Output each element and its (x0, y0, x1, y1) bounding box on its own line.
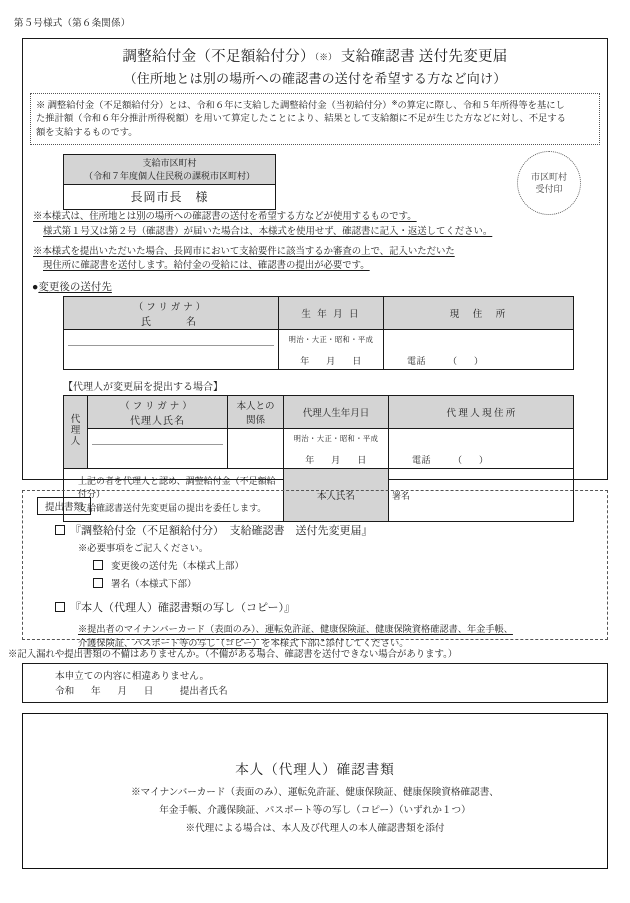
agent-input-name-cell[interactable] (88, 428, 228, 468)
document-item-1-sub-1[interactable] (93, 558, 599, 572)
document-item-2-note-line-2: 介護保険証、パスポート等の写し（コピー） (78, 638, 262, 649)
header-name-cell (64, 296, 279, 329)
month-label: 月 (326, 355, 336, 366)
bullet-icon: ● (32, 281, 39, 293)
agent-era-options: 明治・大正・昭和・平成 (293, 433, 379, 443)
agent-input-birthdate-cell[interactable] (284, 428, 389, 468)
agent-input-row (64, 428, 574, 468)
submission-documents-tag: 提出書類 (37, 497, 91, 515)
era-options: 明治・大正・昭和・平成 (288, 334, 374, 344)
document-item-1-sub-2-label: 署名（本様式下部） (111, 580, 197, 590)
agent-consent-line-1: 上記の者を代理人と認め、調整給付金（不足額給付分） (78, 475, 276, 500)
declaration-month: 月 (117, 686, 127, 698)
destination-section-heading (32, 279, 607, 294)
input-address-cell[interactable] (384, 329, 574, 369)
page-subtitle: （住所地とは別の場所への確認書の送付を希望する方など向け） (123, 71, 507, 86)
document-item-2[interactable] (55, 599, 599, 615)
agent-birthdate-ymd (285, 444, 387, 466)
table-input-row (64, 329, 574, 369)
declaration-day: 日 (143, 686, 154, 698)
agent-header-name-cell (88, 395, 228, 428)
document-item-1-note: ※必要事項をご記入ください。 (78, 544, 209, 554)
note-line-1-cont: の算定に際し、令和５年所得等を基にし (397, 101, 565, 111)
municipality-box (63, 154, 276, 209)
submitter-name-label: 提出者氏名 (179, 686, 228, 698)
agent-header-relation-line2: 関係 (245, 415, 265, 426)
agent-telephone-paren-open: （ (453, 454, 463, 465)
identity-area-line-2: 年金手帳、介護保険証、パスポート等の写し（コピー）（いずれか１つ） (159, 805, 471, 817)
identity-area-line-1: ※マイナンバーカード（表面のみ）、運転免許証、健康保険証、健康保険資格確認書、 (131, 787, 499, 798)
agent-vertical-char-2: 理 (70, 426, 81, 437)
destination-table (63, 296, 574, 370)
agent-input-address-cell[interactable] (389, 428, 574, 468)
notice-1-line-2: 様式第１号又は第２号（確認書）が届いた場合は、本様式を使用せず、確認書に記入・返送してください。 (43, 226, 493, 237)
checkbox-icon-sub1[interactable] (93, 560, 103, 570)
notice-2-line-1: ※本様式を提出いただいた場合、長岡市において支給要件に該当するか審査の上で、記入いただいた (33, 246, 455, 257)
year-label: 年 (300, 355, 310, 366)
note-line-1 (36, 98, 594, 113)
signature-label: 署名 (392, 491, 411, 502)
day-label: 日 (352, 355, 362, 366)
header-name: 氏 名 (141, 316, 201, 328)
notice-1-line-1: ※本様式は、住所地とは別の場所への確認書の送付を希望する方などが使用するものです。 (33, 212, 417, 223)
document-item-2-label: 『本人（代理人）確認書類の写し（コピー）』 (70, 602, 296, 614)
destination-heading-text: 変更後の送付先 (38, 281, 112, 293)
agent-header-relation-line1: 本人との (236, 401, 275, 412)
identity-area-title: 本人（代理人）確認書類 (235, 762, 395, 777)
declaration-date-row[interactable] (55, 684, 607, 699)
agent-section-heading: 【代理人が変更届を提出する場合】 (63, 381, 223, 393)
birthdate-ymd (280, 345, 382, 367)
note-line-1-text: ※ 調整給付金（不足額給付分）とは、令和６年に支給した調整給付金（当初給付分） (36, 101, 392, 111)
declaration-era: 令和 (55, 686, 75, 698)
municipality-header-line1: 支給市区町村 (142, 158, 197, 169)
table-header-row (64, 296, 574, 329)
municipality-header (64, 155, 275, 184)
municipality-header-line2: （令和７年度個人住民税の課税市区町村） (83, 170, 255, 181)
checkbox-icon-item1[interactable] (55, 525, 65, 535)
completeness-warning: ※記入漏れや提出書類の不備はありませんか。（不備がある場合、確認書を送付できない場合があります。） (8, 650, 458, 660)
agent-header-name: 代理人氏名 (130, 415, 185, 427)
declaration-box (22, 663, 608, 703)
agent-header-address: 代 理 人 現 住 所 (389, 395, 574, 428)
agent-vertical-char-3: 人 (70, 437, 81, 448)
furigana-divider (68, 345, 274, 346)
agent-day-label: 日 (357, 454, 367, 465)
agent-consent-line-2: 支給確認書送付先変更届の提出を委任します。 (78, 502, 267, 513)
telephone-label: 電話 (407, 355, 427, 366)
document-item-1[interactable] (55, 522, 599, 538)
input-name-cell[interactable] (64, 329, 279, 369)
header-birthdate: 生 年 月 日 (279, 296, 384, 329)
header-address: 現 住 所 (384, 296, 574, 329)
receipt-stamp-circle (517, 151, 581, 215)
title-main-before: 調整給付金（不足額給付分） (122, 49, 315, 65)
telephone-line (385, 332, 572, 367)
agent-input-relation-cell[interactable] (228, 428, 284, 468)
notice-item-1 (33, 210, 607, 239)
declaration-statement: 本申立ての内容に相違ありません。 (55, 671, 210, 682)
document-item-2-note-tail: を本様式下部に添付してください。 (261, 638, 409, 649)
form-number: 第５号様式（第６条関係） (14, 19, 131, 29)
agent-vertical-label (64, 395, 88, 468)
agent-vertical-char-1: 代 (70, 415, 81, 426)
agent-month-label: 月 (331, 454, 341, 465)
header-furigana: （フリガナ） (133, 302, 209, 313)
stamp-line-1: 市区町村 (530, 172, 567, 183)
agent-header-birthdate: 代理人生年月日 (284, 395, 389, 428)
principal-name-label: 本人氏名 (284, 468, 389, 522)
notice-item-2 (33, 245, 607, 274)
document-item-1-sub-2[interactable] (93, 576, 599, 590)
agent-telephone-paren-close: ） (479, 454, 489, 465)
input-birthdate-cell[interactable] (279, 329, 384, 369)
explanatory-note-box (30, 93, 600, 145)
telephone-paren-open: （ (448, 355, 458, 366)
declaration-year: 年 (90, 686, 101, 698)
municipality-name: 長岡市長 様 (130, 189, 209, 204)
agent-header-furigana: （フリガナ） (120, 401, 195, 412)
agent-year-label: 年 (305, 454, 315, 465)
checkbox-icon-sub2[interactable] (93, 578, 103, 588)
agent-furigana-divider (92, 444, 223, 445)
agent-telephone-line (390, 431, 572, 466)
document-item-1-sub-1-label: 変更後の送付先（本様式上部） (111, 562, 245, 572)
page-title (23, 45, 607, 66)
title-main-after: 支給確認書 送付先変更届 (340, 49, 508, 65)
municipality-row (23, 154, 607, 204)
note-reference-mark: ※ (391, 99, 398, 107)
notice-list (33, 210, 607, 273)
telephone-paren-close: ） (474, 355, 484, 366)
identity-document-attach-area[interactable] (22, 713, 608, 869)
submission-documents-box (22, 490, 608, 649)
title-reference-mark: （※） (314, 52, 337, 62)
agent-telephone-label: 電話 (412, 454, 432, 465)
document-item-2-note-line-1: ※提出者のマイナンバーカード（表面のみ）、運転免許証、健康保険証、健康保険資格確認書、年金手帳、 (78, 624, 513, 634)
agent-header-relation (228, 395, 284, 428)
identity-area-line-3: ※代理による場合は、本人及び代理人の本人確認書類を添付 (185, 823, 445, 835)
note-line-3: 額を支給するものです。 (36, 127, 138, 138)
stamp-line-2: 受付印 (535, 184, 563, 195)
agent-header-row (64, 395, 574, 428)
document-item-1-label: 『調整給付金（不足額給付分） 支給確認書 送付先変更届』 (70, 525, 373, 537)
notice-2-line-2: 現住所に確認書を送付します。給付金の受給には、確認書の提出が必要です。 (43, 261, 370, 272)
checkbox-icon-item2[interactable] (55, 602, 65, 612)
note-line-2: た推計額（令和６年分推計所得税額）を用いて算定したことにより、結果として支給額に不足が生じた方などに対し、不足する (36, 114, 566, 125)
